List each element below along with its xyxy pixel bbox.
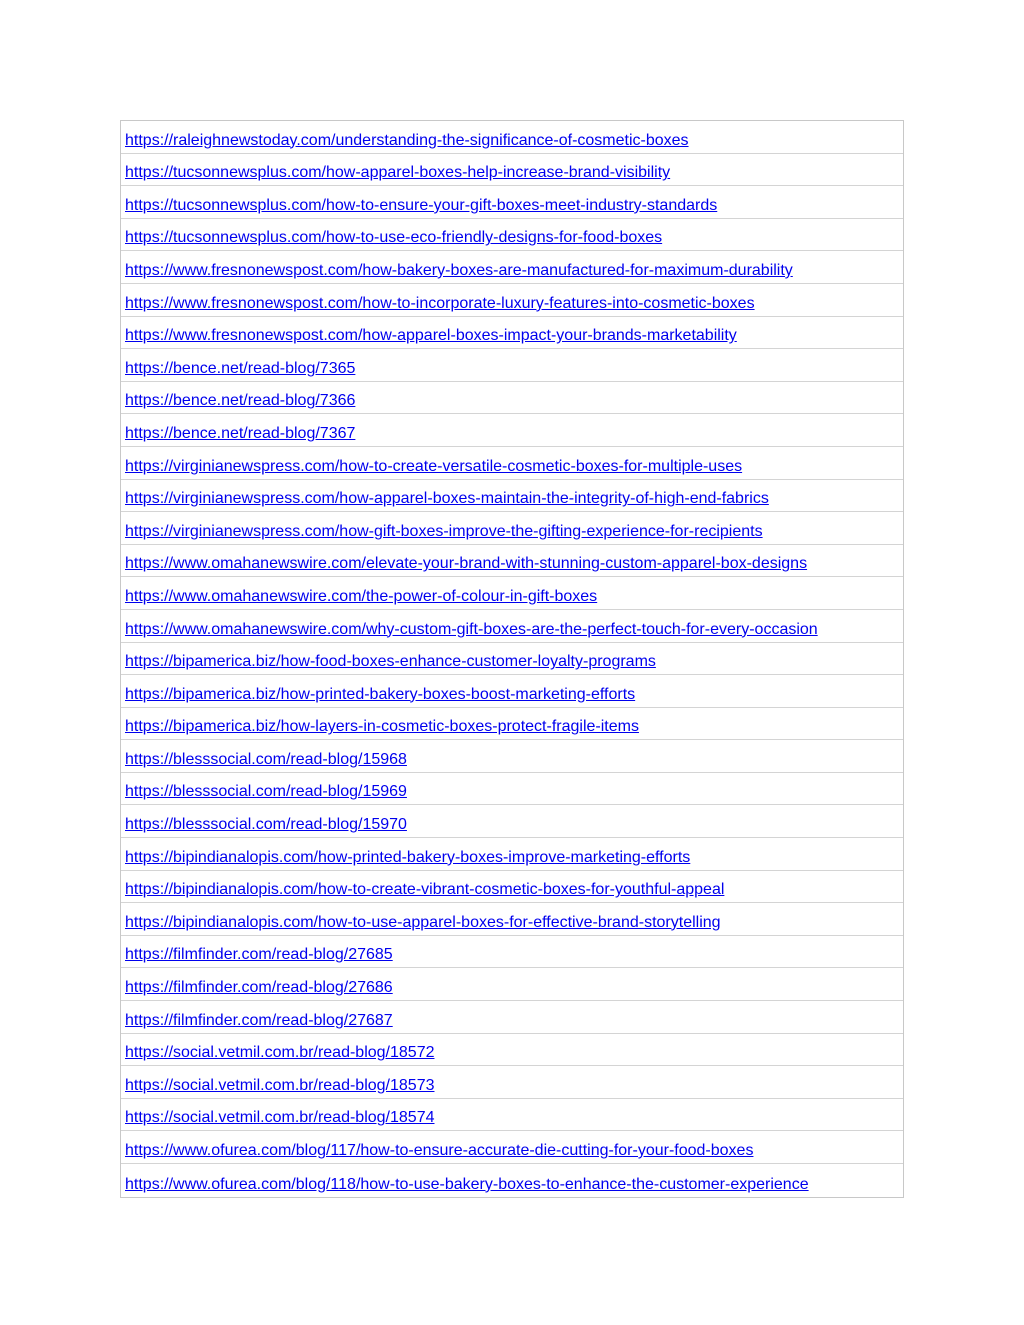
link[interactable]: https://tucsonnewsplus.com/how-to-use-eco-friendly-designs-for-food-boxes [125,229,663,247]
table-row [121,1131,903,1164]
table-row [121,1034,903,1067]
link[interactable]: https://filmfinder.com/read-blog/27687 [125,1011,393,1029]
link[interactable]: https://www.fresnonewspost.com/how-apparel-boxes-impact-your-brands-marketability [125,327,737,345]
table-row [121,545,903,578]
link[interactable]: https://www.fresnonewspost.com/how-bakery-boxes-are-manufactured-for-maximum-durability [125,261,793,279]
table-row [121,154,903,187]
table-row [121,805,903,838]
link[interactable]: https://bipamerica.biz/how-food-boxes-enhance-customer-loyalty-programs [125,653,656,671]
table-row [121,1001,903,1034]
link[interactable]: https://bence.net/read-blog/7367 [125,424,356,442]
link[interactable]: https://www.fresnonewspost.com/how-to-incorporate-luxury-features-into-cosmetic-boxes [125,294,755,312]
link[interactable]: https://bipindianalopis.com/how-printed-bakery-boxes-improve-marketing-efforts [125,848,691,866]
table-row [121,1164,903,1197]
link[interactable]: https://bipamerica.biz/how-layers-in-cosmetic-boxes-protect-fragile-items [125,718,639,736]
link[interactable]: https://tucsonnewsplus.com/how-to-ensure-your-gift-boxes-meet-industry-standards [125,196,718,214]
link[interactable]: https://social.vetmil.com.br/read-blog/18573 [125,1076,435,1094]
link[interactable]: https://virginianewspress.com/how-gift-boxes-improve-the-gifting-experience-for-recipients [125,522,763,540]
link[interactable]: https://blesssocial.com/read-blog/15969 [125,783,407,801]
table-row [121,480,903,513]
link[interactable]: https://bipindianalopis.com/how-to-create-vibrant-cosmetic-boxes-for-youthful-appeal [125,881,725,899]
table-row [121,708,903,741]
link[interactable]: https://virginianewspress.com/how-apparel-boxes-maintain-the-integrity-of-high-end-fabrics [125,490,769,508]
link[interactable]: https://raleighnewstoday.com/understanding-the-significance-of-cosmetic-boxes [125,131,689,149]
table-row [121,936,903,969]
link[interactable]: https://bence.net/read-blog/7366 [125,392,356,410]
link[interactable]: https://www.omahanewswire.com/elevate-your-brand-with-stunning-custom-apparel-box-designs [125,555,808,573]
link[interactable]: https://bence.net/read-blog/7365 [125,359,356,377]
table-row [121,740,903,773]
table-row [121,871,903,904]
link[interactable]: https://bipindianalopis.com/how-to-use-apparel-boxes-for-effective-brand-storytelling [125,913,721,931]
table-row [121,447,903,480]
table-row [121,186,903,219]
table-row [121,251,903,284]
table-row [121,903,903,936]
table-row [121,610,903,643]
table-row [121,121,903,154]
table-row [121,349,903,382]
link[interactable]: https://www.omahanewswire.com/the-power-of-colour-in-gift-boxes [125,587,598,605]
table-row [121,968,903,1001]
table-row [121,1066,903,1099]
link[interactable]: https://social.vetmil.com.br/read-blog/18572 [125,1044,435,1062]
link[interactable]: https://blesssocial.com/read-blog/15970 [125,816,407,834]
link[interactable]: https://social.vetmil.com.br/read-blog/18574 [125,1109,435,1127]
link[interactable]: https://bipamerica.biz/how-printed-bakery-boxes-boost-marketing-efforts [125,685,636,703]
table-row [121,773,903,806]
link[interactable]: https://virginianewspress.com/how-to-create-versatile-cosmetic-boxes-for-multiple-uses [125,457,743,475]
table-row [121,643,903,676]
table-row [121,1099,903,1132]
link[interactable]: https://www.ofurea.com/blog/117/how-to-ensure-accurate-die-cutting-for-your-food-boxes [125,1142,754,1159]
table-row [121,284,903,317]
table-row [121,512,903,545]
table-row [121,414,903,447]
link[interactable]: https://tucsonnewsplus.com/how-apparel-boxes-help-increase-brand-visibility [125,164,671,182]
link[interactable]: https://www.omahanewswire.com/why-custom-gift-boxes-are-the-perfect-touch-for-every-occasion [125,620,818,638]
link-table [120,120,904,1198]
table-row [121,219,903,252]
link[interactable]: https://blesssocial.com/read-blog/15968 [125,750,407,768]
table-row [121,382,903,415]
table-row [121,317,903,350]
link[interactable]: https://www.ofurea.com/blog/118/how-to-use-bakery-boxes-to-enhance-the-customer-experience [125,1175,809,1193]
table-row [121,577,903,610]
link[interactable]: https://filmfinder.com/read-blog/27686 [125,979,393,997]
link[interactable]: https://filmfinder.com/read-blog/27685 [125,946,393,964]
table-row [121,675,903,708]
table-row [121,838,903,871]
